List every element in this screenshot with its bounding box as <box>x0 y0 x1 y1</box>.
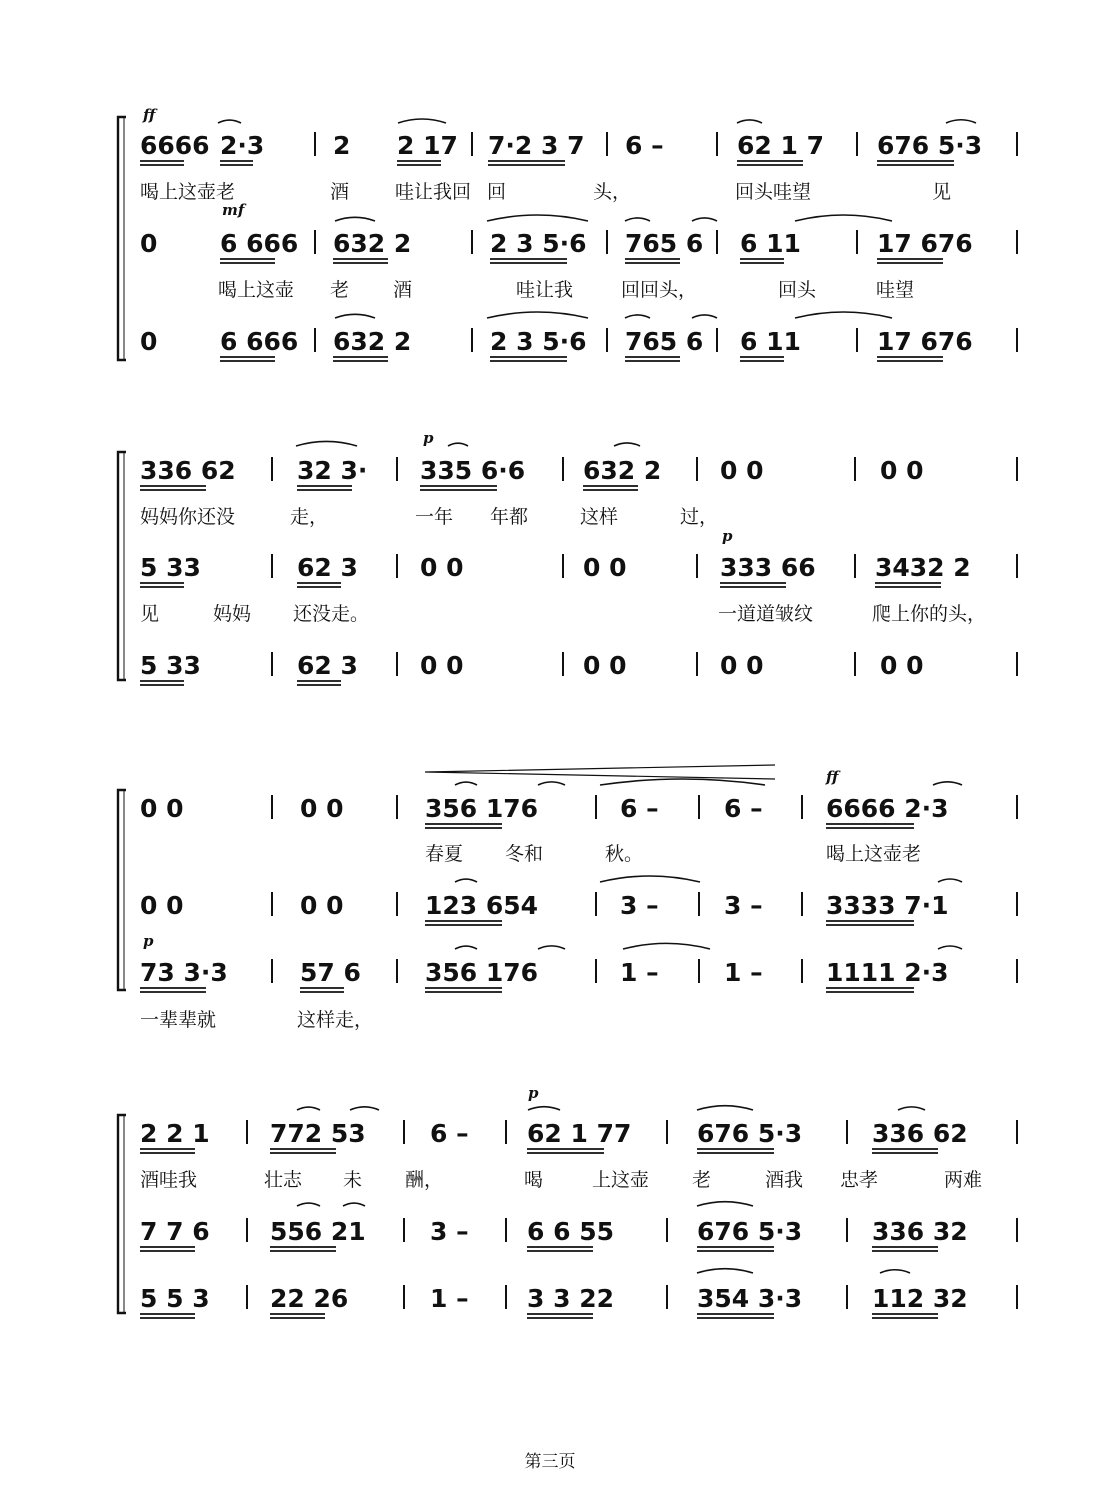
note-group: 1 – <box>724 958 763 987</box>
lyric: 喝上这壶老 <box>140 181 236 203</box>
note-group: 676 5·3 <box>697 1217 803 1246</box>
lyric: 春夏 <box>425 843 464 865</box>
lyric: 上这壶 <box>592 1169 650 1191</box>
lyric: 这样 <box>580 506 619 528</box>
note-group: 0 <box>140 229 158 258</box>
note-group: 5 33 <box>140 553 201 582</box>
lyric: 回回头， <box>621 279 698 301</box>
slur <box>455 782 477 785</box>
note-group: 3 – <box>724 891 763 920</box>
note-group: 0 0 <box>140 891 184 920</box>
slur <box>448 443 468 446</box>
note-group: 6 – <box>620 794 659 823</box>
system-brace <box>118 117 126 360</box>
slur <box>528 1107 560 1110</box>
lyric: 回 <box>487 181 507 203</box>
lyric: 这样走， <box>297 1009 374 1031</box>
slur <box>296 441 357 446</box>
slur <box>737 120 762 123</box>
system-brace <box>118 1115 126 1313</box>
note-group: 0 0 <box>420 553 464 582</box>
lyric: 回头 <box>778 279 817 301</box>
lyric: 老 <box>330 279 350 301</box>
note-group: 6 666 <box>220 229 299 258</box>
slur <box>335 217 375 221</box>
slur <box>600 779 765 785</box>
note-group: 1111 2·3 <box>826 958 949 987</box>
note-group: 0 0 <box>720 651 764 680</box>
note-group: 0 0 <box>720 456 764 485</box>
slur <box>692 315 717 318</box>
lyric: 一道道皱纹 <box>718 603 814 625</box>
lyric: 秋。 <box>605 843 644 865</box>
note-group: 0 0 <box>583 553 627 582</box>
note-group: 1 – <box>430 1284 469 1313</box>
note-group: 3 3 22 <box>527 1284 614 1313</box>
note-group: 2 17 <box>397 131 458 160</box>
note-group: 772 53 <box>270 1119 366 1148</box>
crescendo-hairpin <box>425 765 775 779</box>
note-group: 2 3 5·6 <box>490 327 587 356</box>
note-group: 5 5 3 <box>140 1284 210 1313</box>
lyric: 爬上你的头， <box>872 603 987 625</box>
lyric: 未 <box>343 1169 363 1191</box>
lyric: 头， <box>593 181 632 203</box>
slur <box>297 1107 320 1110</box>
note-group: 73 3·3 <box>140 958 228 987</box>
lyric: 哇让我回 <box>395 181 472 203</box>
slur <box>946 120 976 123</box>
note-group: 765 6 <box>625 327 704 356</box>
slur <box>614 443 640 446</box>
slur <box>625 315 650 318</box>
note-group: 6666 2·3 <box>826 794 949 823</box>
lyric: 见 <box>932 181 952 203</box>
page-number: 第三页 <box>524 1452 576 1472</box>
note-group: 7·2 3 7 <box>488 131 585 160</box>
dynamic-marking: p <box>143 932 154 950</box>
slur <box>697 1269 753 1273</box>
dynamic-marking: mf <box>222 201 245 219</box>
lyric: 酒 <box>330 181 350 203</box>
note-group: 3 – <box>430 1217 469 1246</box>
note-group: 32 3· <box>297 456 368 485</box>
note-group: 2 2 1 <box>140 1119 210 1148</box>
lyric: 哇望 <box>876 279 915 301</box>
slur <box>455 879 477 882</box>
lyric: 喝 <box>524 1169 544 1191</box>
note-group: 62 3 <box>297 651 358 680</box>
note-group: 632 2 <box>333 327 412 356</box>
lyric: 还没走。 <box>293 603 370 625</box>
note-group: 6 11 <box>740 229 801 258</box>
lyric: 见 <box>140 603 160 625</box>
lyric: 酬， <box>405 1169 444 1191</box>
slur <box>623 943 710 949</box>
note-group: 0 0 <box>420 651 464 680</box>
note-group: 22 26 <box>270 1284 349 1313</box>
dynamic-marking: p <box>722 527 733 545</box>
slur <box>343 1203 365 1206</box>
note-group: 6 666 <box>220 327 299 356</box>
note-group: 3333 7·1 <box>826 891 949 920</box>
note-group: 6 6 55 <box>527 1217 614 1246</box>
note-group: 336 62 <box>872 1119 968 1148</box>
note-group: 336 32 <box>872 1217 968 1246</box>
lyric: 回头哇望 <box>735 181 812 203</box>
note-group: 335 6·6 <box>420 456 526 485</box>
lyric: 哇让我 <box>516 279 574 301</box>
note-group: 0 0 <box>880 456 924 485</box>
lyric: 酒我 <box>765 1169 804 1191</box>
slur <box>795 312 892 318</box>
slur <box>487 215 588 221</box>
lyric: 冬和 <box>505 843 544 865</box>
slur <box>297 1203 320 1206</box>
note-group: 5 33 <box>140 651 201 680</box>
note-group: 17 676 <box>877 327 973 356</box>
slur <box>538 782 565 785</box>
dynamic-marking: p <box>423 429 434 447</box>
note-group: 6 11 <box>740 327 801 356</box>
lyric: 老 <box>692 1169 712 1191</box>
system-brace <box>118 790 126 990</box>
lyric: 两难 <box>944 1169 983 1191</box>
note-group: 0 0 <box>300 891 344 920</box>
slur <box>880 1270 910 1273</box>
note-group: 2·3 <box>220 131 265 160</box>
note-group: 556 21 <box>270 1217 366 1246</box>
slur <box>692 218 717 221</box>
lyric: 过， <box>680 506 719 528</box>
slur <box>938 946 962 949</box>
lyric: 妈妈 <box>213 603 252 625</box>
lyric: 一年 <box>415 506 454 528</box>
slur <box>487 312 588 318</box>
note-group: 3 – <box>620 891 659 920</box>
note-group: 6666 <box>140 131 210 160</box>
note-group: 6 – <box>625 131 664 160</box>
note-group: 62 3 <box>297 553 358 582</box>
lyric: 酒哇我 <box>140 1169 198 1191</box>
dynamic-marking: ff <box>826 768 839 786</box>
slur <box>455 946 477 949</box>
slur <box>350 1107 379 1110</box>
note-group: 356 176 <box>425 958 539 987</box>
dynamic-marking: ff <box>143 106 156 124</box>
note-group: 1 – <box>620 958 659 987</box>
note-group: 632 2 <box>333 229 412 258</box>
note-group: 632 2 <box>583 456 662 485</box>
lyric: 走， <box>290 506 329 528</box>
slur <box>398 119 446 123</box>
lyric: 一辈辈就 <box>140 1009 217 1031</box>
note-group: 676 5·3 <box>697 1119 803 1148</box>
slur <box>898 1107 925 1110</box>
note-group: 6 – <box>724 794 763 823</box>
slur <box>933 782 962 785</box>
note-group: 3432 2 <box>875 553 971 582</box>
note-group: 17 676 <box>877 229 973 258</box>
note-group: 765 6 <box>625 229 704 258</box>
note-group: 7 7 6 <box>140 1217 210 1246</box>
note-group: 0 0 <box>880 651 924 680</box>
dynamic-marking: p <box>528 1084 539 1102</box>
note-group: 2 <box>333 131 351 160</box>
note-group: 112 32 <box>872 1284 968 1313</box>
note-group: 333 66 <box>720 553 816 582</box>
note-group: 676 5·3 <box>877 131 983 160</box>
slur <box>335 314 375 318</box>
slur <box>538 946 565 949</box>
note-group: 356 176 <box>425 794 539 823</box>
slur <box>697 1202 753 1206</box>
slur <box>600 876 700 882</box>
note-group: 0 <box>140 327 158 356</box>
lyric: 忠孝 <box>840 1169 879 1191</box>
lyric: 喝上这壶老 <box>826 843 922 865</box>
slur <box>625 218 650 221</box>
note-group: 336 62 <box>140 456 236 485</box>
slur <box>218 120 241 123</box>
system-brace <box>118 452 126 680</box>
note-group: 123 654 <box>425 891 539 920</box>
slur <box>697 1106 753 1110</box>
lyric: 壮志 <box>264 1169 303 1191</box>
note-group: 62 1 77 <box>527 1119 632 1148</box>
slur <box>938 879 962 882</box>
note-group: 354 3·3 <box>697 1284 803 1313</box>
note-group: 57 6 <box>300 958 361 987</box>
note-group: 0 0 <box>300 794 344 823</box>
lyric: 妈妈你还没 <box>140 506 236 528</box>
lyric: 年都 <box>490 506 529 528</box>
note-group: 0 0 <box>140 794 184 823</box>
lyric: 喝上这壶 <box>218 279 295 301</box>
note-group: 62 1 7 <box>737 131 824 160</box>
note-group: 0 0 <box>583 651 627 680</box>
lyric: 酒 <box>393 279 413 301</box>
slur <box>795 215 892 221</box>
note-group: 6 – <box>430 1119 469 1148</box>
note-group: 2 3 5·6 <box>490 229 587 258</box>
